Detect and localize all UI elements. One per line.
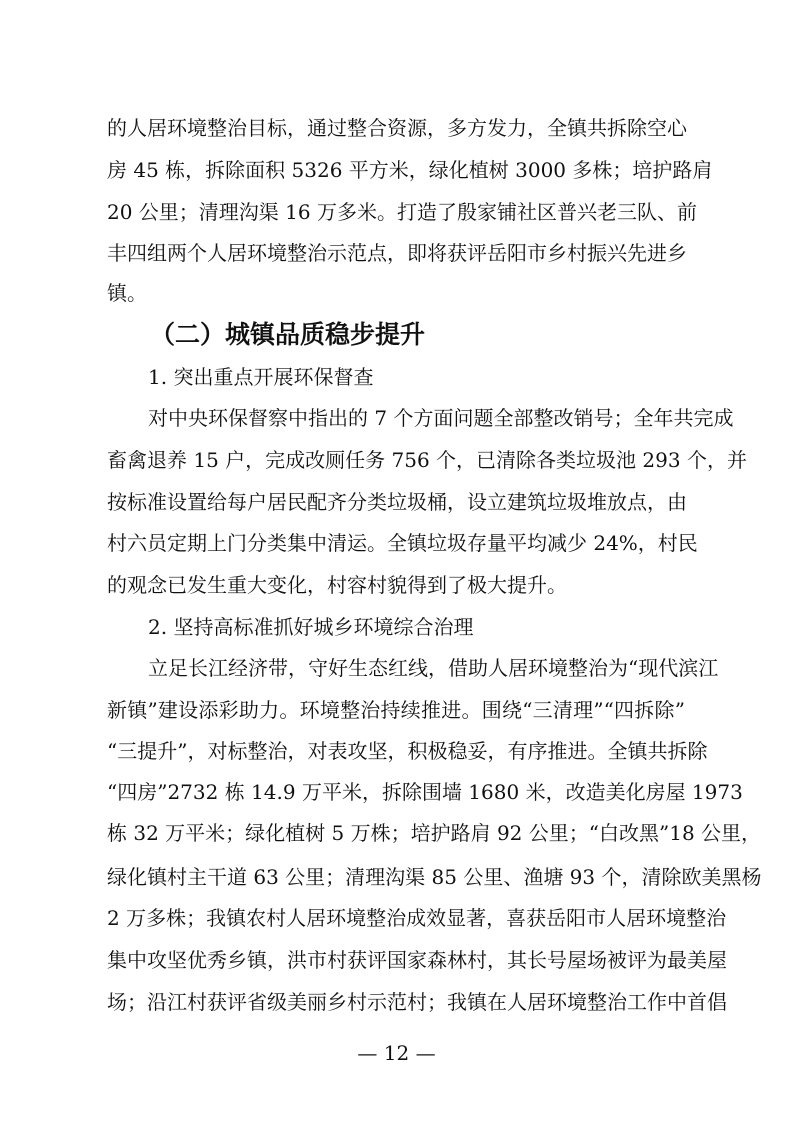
body-text-line: 立足长江经济带，守好生态红线，借助人居环境整治为“现代滨江 bbox=[148, 656, 719, 680]
body-text-line: 集中攻坚优秀乡镇，洪市村获评国家森林村，其长号屋场被评为最美屋 bbox=[107, 948, 727, 972]
body-text-line: 绿化镇村主干道 63 公里；清理沟渠 85 公里、渔塘 93 个，清除欧美黑杨 bbox=[107, 865, 762, 889]
section-heading: （二）城镇品质稳步提升 bbox=[150, 320, 426, 349]
body-text-line: 畜禽退养 15 户，完成改厕任务 756 个，已清除各类垃圾池 293 个，并 bbox=[107, 448, 747, 472]
body-text-line: 镇。 bbox=[107, 281, 147, 305]
body-text-line: 场；沿江村获评省级美丽乡村示范村；我镇在人居环境整治工作中首倡 bbox=[107, 990, 727, 1014]
body-text-line: 新镇”建设添彩助力。环境整治持续推进。围绕“三清理”“四拆除” bbox=[107, 698, 685, 722]
body-text-line: 的观念已发生重大变化，村容村貌得到了极大提升。 bbox=[107, 573, 567, 597]
body-text-line: 丰四组两个人居环境整治示范点，即将获评岳阳市乡村振兴先进乡 bbox=[107, 241, 687, 265]
body-text-line: “四房”2732 栋 14.9 万平米，拆除围墙 1680 米，改造美化房屋 1973 bbox=[107, 780, 743, 804]
body-text-line: 村六员定期上门分类集中清运。全镇垃圾存量平均减少 24%，村民 bbox=[107, 531, 698, 555]
body-text-line: 20 公里；清理沟渠 16 万多米。打造了殷家铺社区普兴老三队、前 bbox=[107, 200, 697, 224]
body-text-line: 栋 32 万平米；绿化植树 5 万株；培护路肩 92 公里；“白改黑”18 公里， bbox=[107, 821, 762, 845]
page-number: — 12 — bbox=[357, 1041, 436, 1065]
body-text-line: “三提升”，对标整治，对表攻坚，积极稳妥，有序推进。全镇共拆除 bbox=[107, 739, 708, 763]
body-text-line: 2 万多株；我镇农村人居环境整治成效显著，喜获岳阳市人居环境整治 bbox=[107, 906, 727, 930]
subsection-title: 1. 突出重点开展环保督查 bbox=[148, 365, 374, 389]
body-text-line: 房 45 栋，拆除面积 5326 平方米，绿化植树 3000 多株；培护路肩 bbox=[107, 158, 713, 182]
body-text-line: 对中央环保督察中指出的 7 个方面问题全部整改销号；全年共完成 bbox=[148, 406, 734, 430]
body-text-line: 的人居环境整治目标，通过整合资源，多方发力，全镇共拆除空心 bbox=[107, 116, 687, 140]
subsection-title: 2. 坚持高标准抓好城乡环境综合治理 bbox=[148, 615, 474, 639]
body-text-line: 按标准设置给每户居民配齐分类垃圾桶，设立建筑垃圾堆放点，由 bbox=[107, 490, 687, 514]
